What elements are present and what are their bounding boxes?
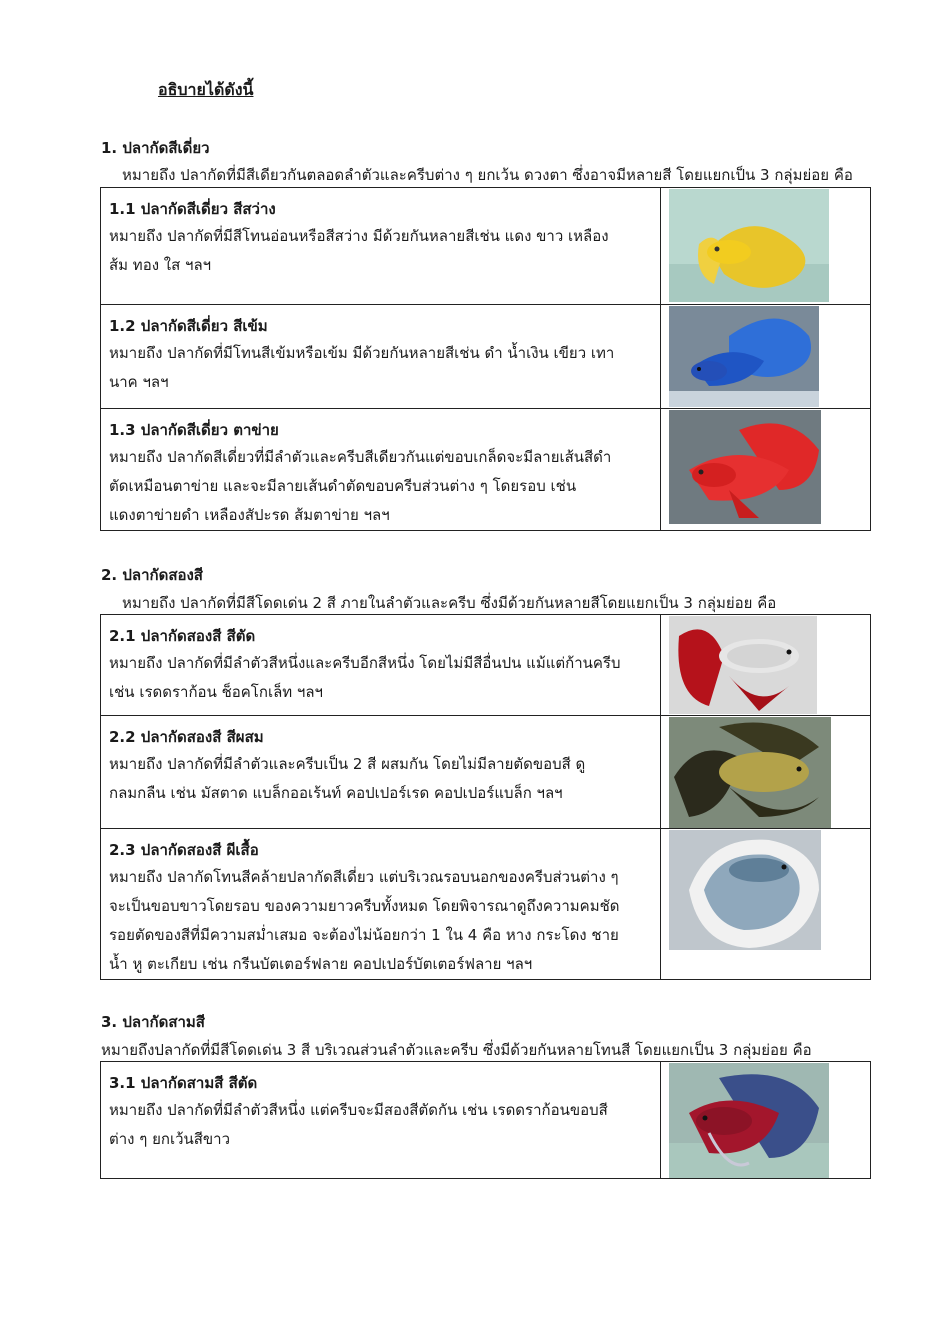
section-3-description: หมายถึงปลากัดที่มีสีโดดเด่น 3 สี บริเวณส่วนลำตัวและครีบ ซึ่งมีด้วยกันหลายโทนสี โดยแยกเป็น 3 กลุ่มย่อย คือ xyxy=(101,1041,812,1059)
item-description-line: ตัดเหมือนตาข่าย และจะมีลายเส้นดำตัดขอบครีบส่วนต่าง ๆ โดยรอบ เช่น xyxy=(109,477,577,495)
section-2-table xyxy=(100,614,871,980)
red-betta-photo xyxy=(669,410,821,524)
blue-betta-photo xyxy=(669,306,819,407)
red-dragon-betta-photo xyxy=(669,616,817,714)
page-heading: อธิบายได้ดังนี้ xyxy=(158,80,254,99)
item-title: 3.1 ปลากัดสามสี สีตัด xyxy=(109,1074,258,1092)
section-1-description: หมายถึง ปลากัดที่มีสีเดียวกันตลอดลำตัวและครีบต่าง ๆ ยกเว้น ดวงตา ซึ่งอาจมีหลายสี โดยแยกเป็น 3 กลุ่มย่อย คือ xyxy=(122,166,853,184)
item-title: 2.1 ปลากัดสองสี สีตัด xyxy=(109,627,256,645)
item-description-line: จะเป็นขอบขาวโดยรอบ ของความยาวครีบทั้งหมด โดยพิจารณาดูถึงความคมชัด xyxy=(109,897,620,915)
item-description-line: หมายถึง ปลากัดที่มีลำตัวสีหนึ่งและครีบอีกสีหนึ่ง โดยไม่มีสีอื่นปน แม้แต่ก้านครีบ xyxy=(109,654,621,672)
item-title: 2.2 ปลากัดสองสี สีผสม xyxy=(109,728,264,746)
butterfly-betta-photo xyxy=(669,830,821,950)
table-row xyxy=(101,1062,871,1179)
tricolor-betta-photo xyxy=(669,1063,829,1178)
item-description-line: กลมกลืน เช่น มัสตาด แบล็กออเร้นท์ คอปเปอร์เรด คอปเปอร์แบล็ก ฯลฯ xyxy=(109,784,563,802)
item-title: 1.2 ปลากัดสีเดี่ยว สีเข้ม xyxy=(109,317,268,335)
item-description-line: หมายถึง ปลากัดที่มีลำตัวสีหนึ่ง แต่ครีบจะมีสองสีตัดกัน เช่น เรดดราก้อนขอบสี xyxy=(109,1101,608,1119)
item-description-line: แดงตาข่ายดำ เหลืองสัปะรด ส้มตาข่าย ฯลฯ xyxy=(109,506,390,524)
item-description-line: รอยตัดของสีที่มีความสม่ำเสมอ จะต้องไม่น้อยกว่า 1 ใน 4 คือ หาง กระโดง ชาย xyxy=(109,926,619,944)
table-row xyxy=(101,409,871,531)
item-description-line: เช่น เรดดราก้อน ช็อคโกเล็ท ฯลฯ xyxy=(109,683,323,701)
item-description-line: น้ำ หู ตะเกียบ เช่น กรีนบัตเตอร์ฟลาย คอปเปอร์บัตเตอร์ฟลาย ฯลฯ xyxy=(109,955,533,973)
section-1-table xyxy=(100,187,871,531)
item-title: 2.3 ปลากัดสองสี ผีเสื้อ xyxy=(109,841,259,859)
section-2-description: หมายถึง ปลากัดที่มีสีโดดเด่น 2 สี ภายในลำตัวและครีบ ซึ่งมีด้วยกันหลายสีโดยแยกเป็น 3 กลุ่มย่อย คือ xyxy=(122,594,777,612)
section-3-title: 3. ปลากัดสามสี xyxy=(101,1013,205,1031)
item-description-line: หมายถึง ปลากัดสีเดี่ยวที่มีลำตัวและครีบสีเดียวกันแต่ขอบเกล็ดจะมีลายเส้นสีดำ xyxy=(109,448,612,466)
table-row xyxy=(101,188,871,305)
table-row xyxy=(101,716,871,829)
section-2-title: 2. ปลากัดสองสี xyxy=(101,566,203,584)
item-title: 1.1 ปลากัดสีเดี่ยว สีสว่าง xyxy=(109,200,276,218)
copper-black-betta-photo xyxy=(669,717,831,828)
table-row xyxy=(101,615,871,716)
item-description-line: นาค ฯลฯ xyxy=(109,373,169,391)
item-description-line: ส้ม ทอง ใส ฯลฯ xyxy=(109,256,212,274)
item-description-line: หมายถึง ปลากัดที่มีสีโทนอ่อนหรือสีสว่าง มีด้วยกันหลายสีเช่น แดง ขาว เหลือง xyxy=(109,227,609,245)
section-1-title: 1. ปลากัดสีเดี่ยว xyxy=(101,139,210,157)
yellow-betta-photo xyxy=(669,189,829,302)
item-description-line: หมายถึง ปลากัดโทนสีคล้ายปลากัดสีเดี่ยว แต่บริเวณรอบนอกของครีบส่วนต่าง ๆ xyxy=(109,868,619,886)
item-description-line: หมายถึง ปลากัดที่มีโทนสีเข้มหรือเข้ม มีด้วยกันหลายสีเช่น ดำ น้ำเงิน เขียว เทา xyxy=(109,344,615,362)
item-description-line: หมายถึง ปลากัดที่มีลำตัวและครีบเป็น 2 สี ผสมกัน โดยไม่มีลายตัดขอบสี ดู xyxy=(109,755,586,773)
item-title: 1.3 ปลากัดสีเดี่ยว ตาข่าย xyxy=(109,421,279,439)
table-row xyxy=(101,829,871,980)
item-description-line: ต่าง ๆ ยกเว้นสีขาว xyxy=(109,1130,231,1148)
section-3-table xyxy=(100,1061,871,1179)
table-row xyxy=(101,305,871,409)
